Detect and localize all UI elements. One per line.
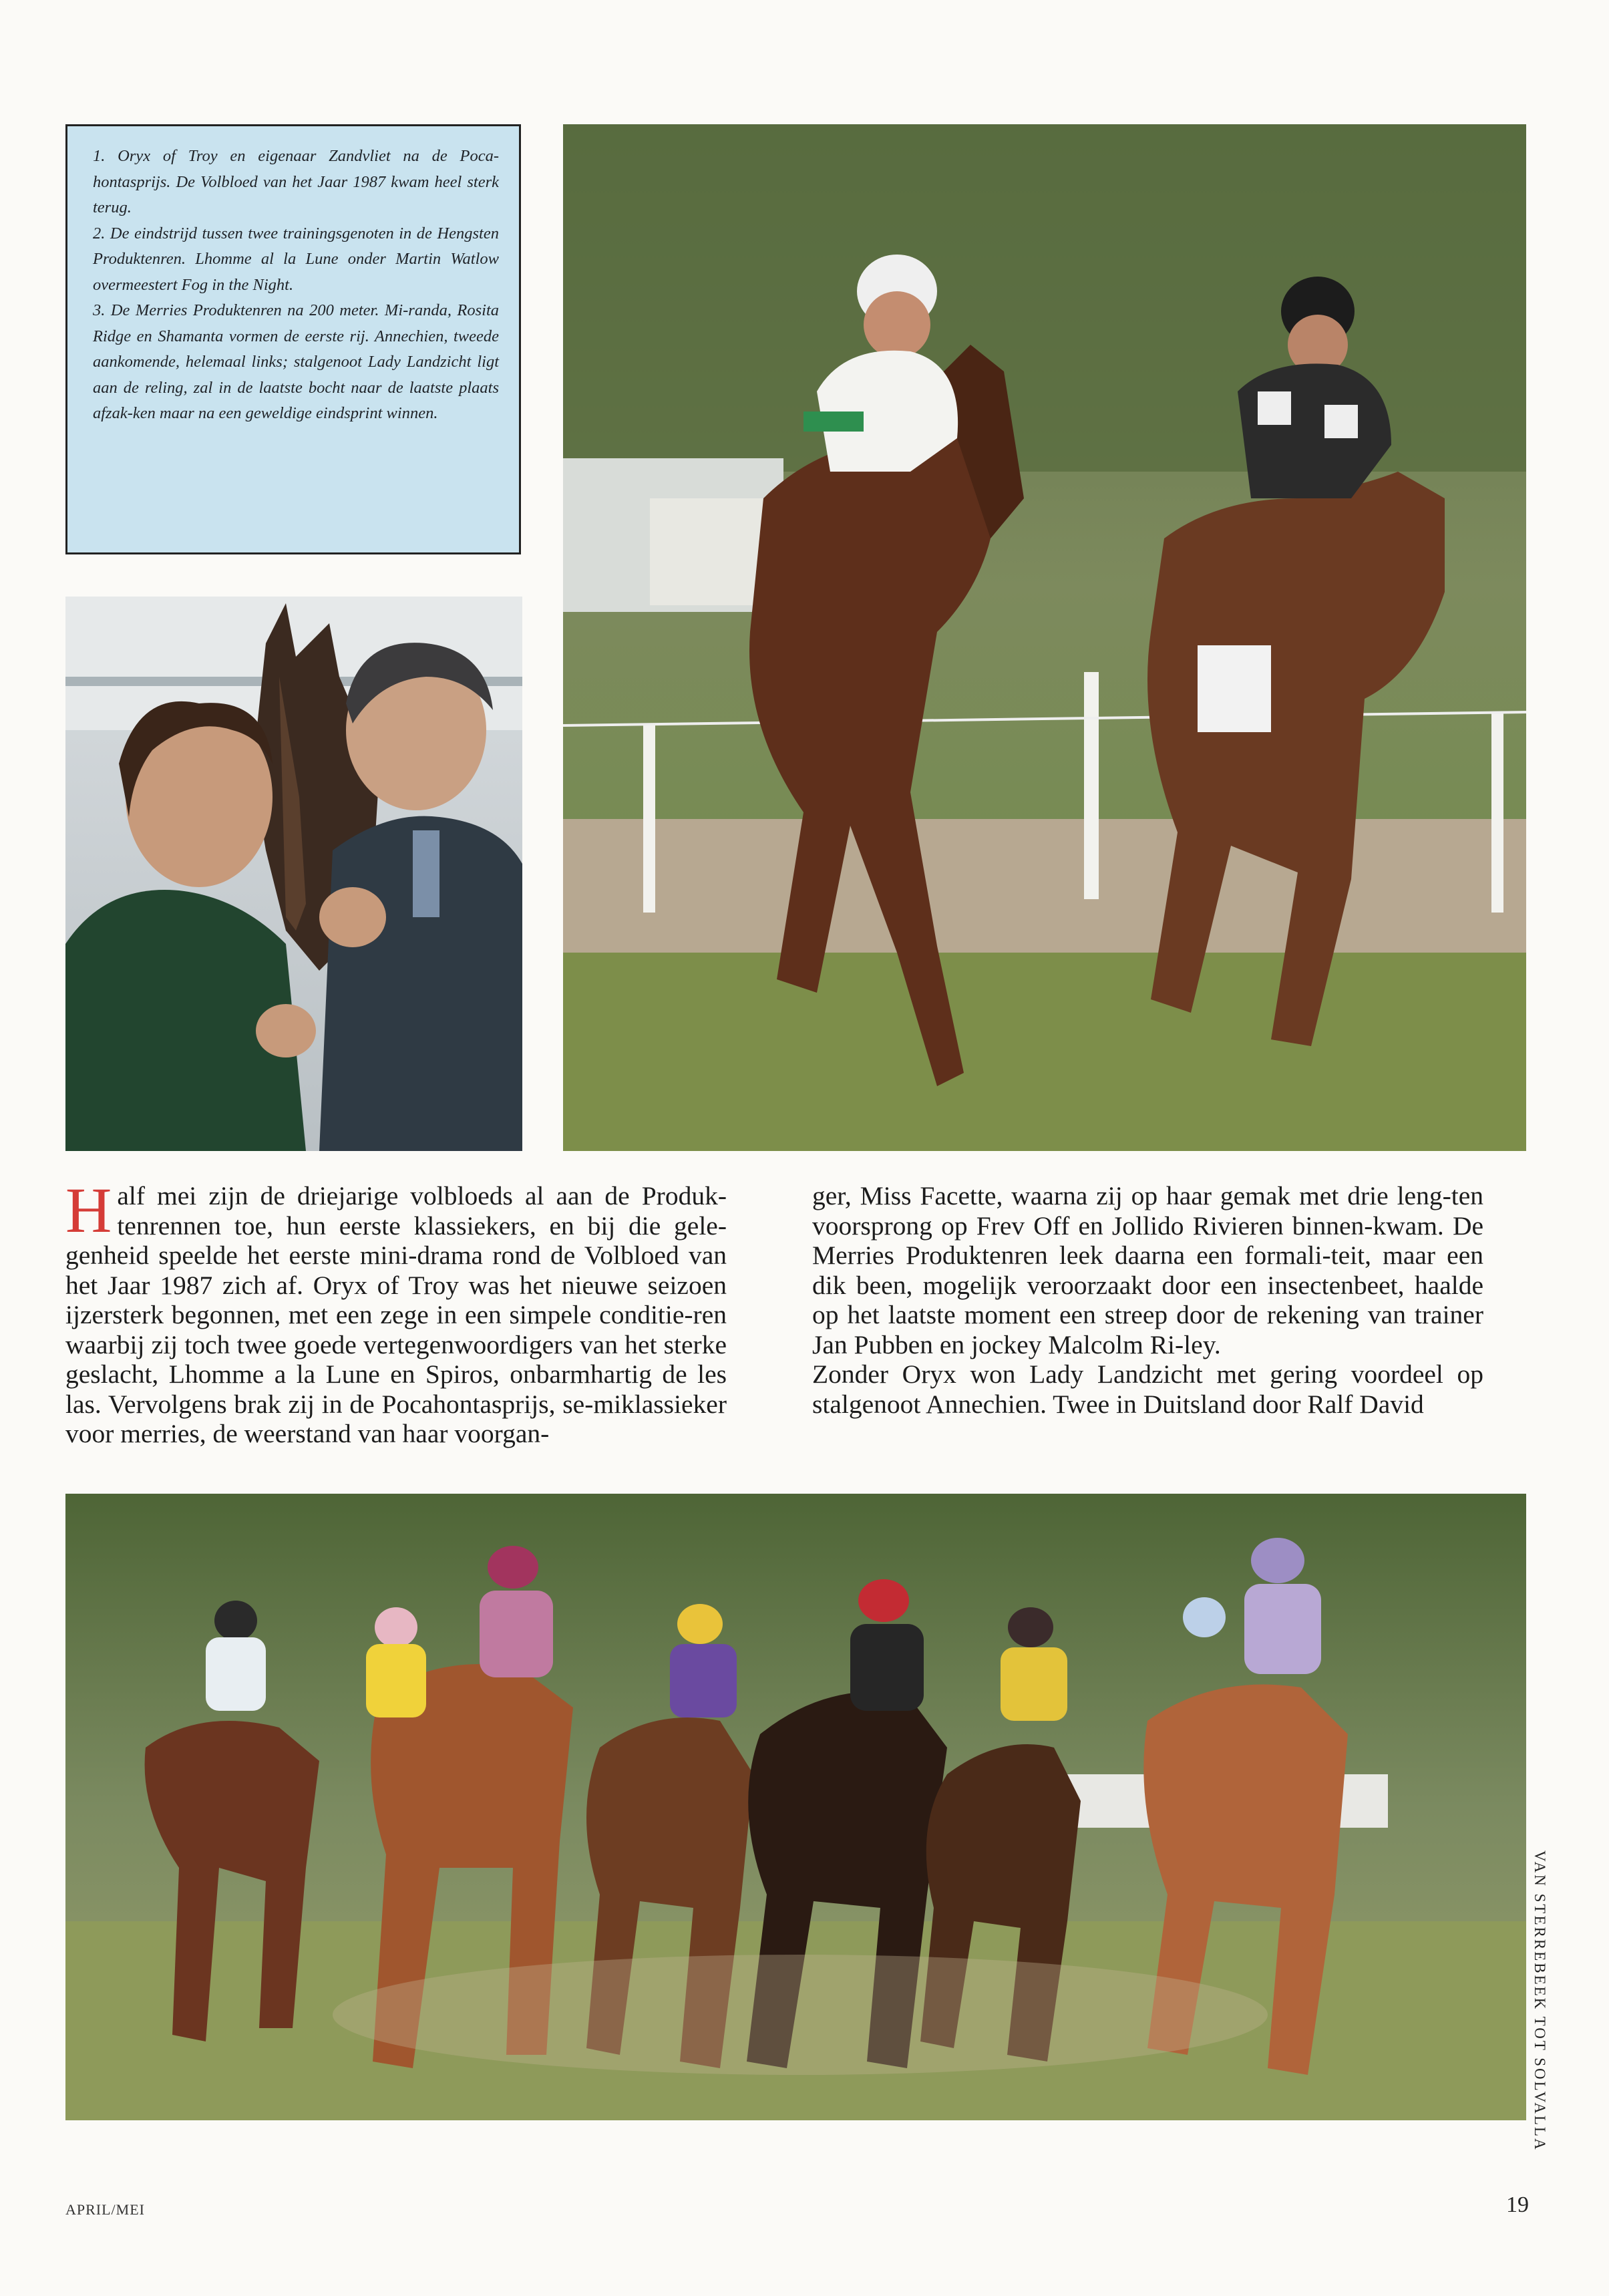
drop-cap: H [65, 1174, 112, 1246]
article-paragraph-1-text: alf mei zijn de driejarige volbloeds al aan de Produk-tenrennen toe, hun eerste klassiekers, en bij die gele-genheid speelde het eerste mini-drama rond de Volbloed van het Jaar 1987 zich af. Oryx of Troy was het nieuwe seizoen ijzersterk begonnen, met een zege in een simpele conditie-ren waarbij zij toch twee goede vertegenwoordigers van het sterke geslacht, Lhomme a la Lune en Spiros, onbarmhartig de les las. Vervolgens brak zij in de Pocahontasprijs, se-miklassieker voor merries, de weerstand van haar voorgan- [65, 1181, 727, 1448]
photo-two-jockeys-finish-image [563, 124, 1526, 1151]
caption-item-3: 3. De Merries Produktenren na 200 meter. Mi-randa, Rosita Ridge en Shamanta vormen de eerste rij. Annechien, tweede aankomende, helemaal links; stalgenoot Lady Landzicht ligt aan de reling, zal in de laatste bocht naar de laatste plaats afzak-ken maar na een geweldige eindsprint winnen. [93, 301, 499, 422]
photo-owner-with-horse-image [65, 597, 522, 1151]
footer-issue: APRIL/MEI [65, 2201, 145, 2218]
article-column-right [812, 1181, 1483, 1419]
page-number: 19 [1506, 2192, 1529, 2217]
article-paragraph-1 [65, 1174, 727, 1449]
caption-item-2: 2. De eindstrijd tussen twee trainingsgenoten in de Hengsten Produktenren. Lhomme al la Lune onder Martin Watlow overmeestert Fog in the Night. [93, 224, 499, 294]
caption-item-1: 1. Oryx of Troy en eigenaar Zandvliet na de Poca-hontasprijs. De Volbloed van het Jaar 1987 kwam heel sterk terug. [93, 147, 499, 216]
article-paragraph-3: Zonder Oryx won Lady Landzicht met gering voordeel op stalgenoot Annechien. Twee in Duitsland door Ralf David [812, 1359, 1483, 1419]
photo-owner-with-horse [65, 597, 522, 1151]
side-section-label: VAN STERREBEEK TOT SOLVALLA [1532, 1850, 1548, 2152]
photo-two-jockeys-finish [563, 124, 1526, 1151]
article-paragraph-2: ger, Miss Facette, waarna zij op haar gemak met drie leng-ten voorsprong op Frev Off en Jollido Rivieren binnen-kwam. De Merries Produktenren leek daarna een formali-teit, maar een dik been, mogelijk veroorzaakt door een insectenbeet, haalde op het laatste moment een streep door de rekening van trainer Jan Pubben en jockey Malcolm Ri-ley. [812, 1181, 1483, 1359]
photo-racing-field-image [65, 1494, 1526, 2120]
photo-caption-box [65, 124, 521, 554]
article-column-left [65, 1174, 727, 1449]
photo-racing-field [65, 1494, 1526, 2120]
